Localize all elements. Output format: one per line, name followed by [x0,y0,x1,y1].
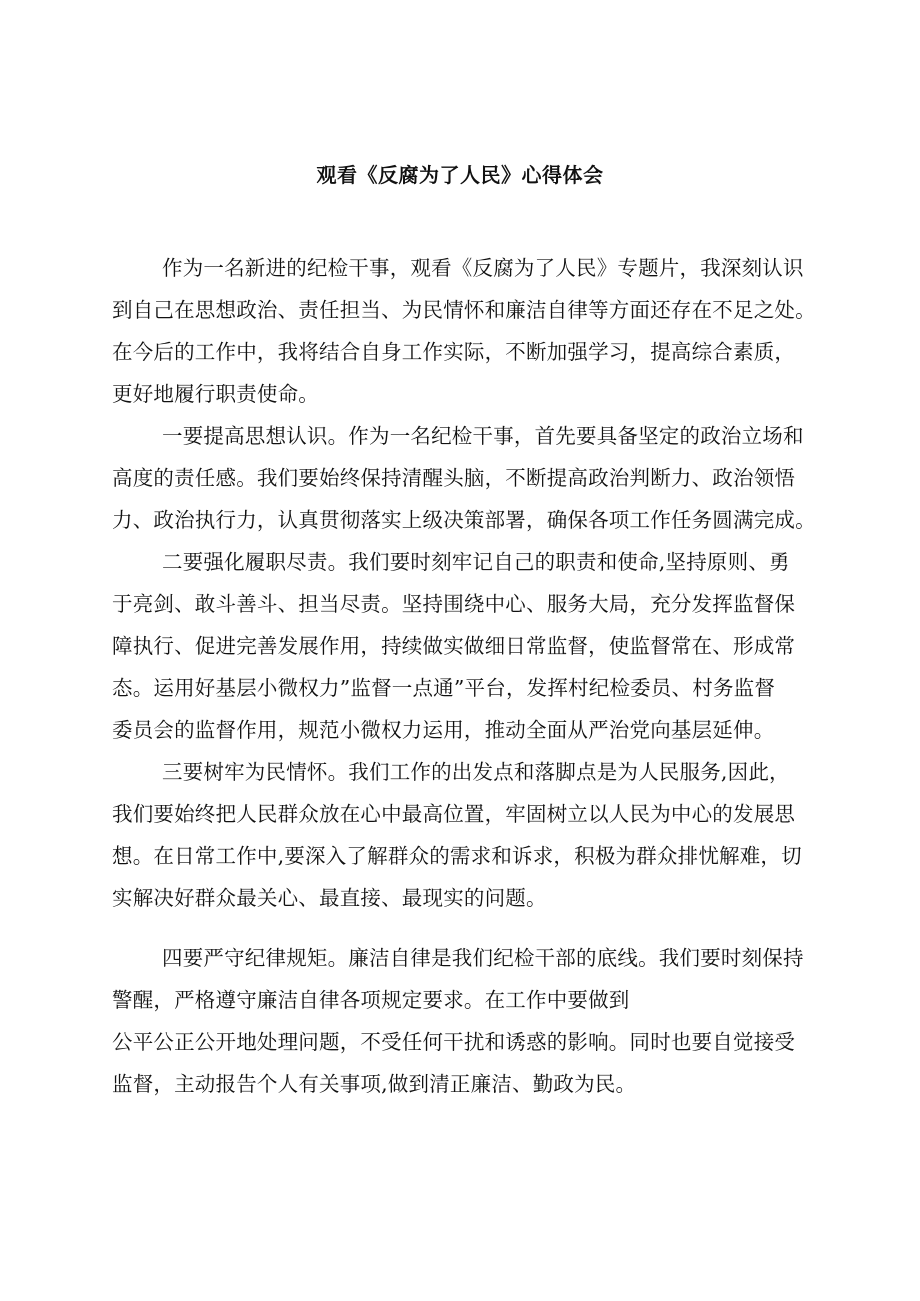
paragraph-line: 监督，主动报告个人有关事项,做到清正廉洁、勤政为民。 [112,1072,637,1096]
paragraph-line: 障执行、促进完善发展作用，持续做实做细日常监督，使监督常在、形成常 [112,634,796,658]
paragraph-line: 三要树牢为民情怀。我们工作的出发点和落脚点是为人民服务,因此， [162,760,790,784]
paragraph-line: 作为一名新进的纪检干事，观看《反腐为了人民》专题片，我深刻认识 [162,256,804,280]
paragraph-line: 想。在日常工作中,要深入了解群众的需求和诉求，积极为群众排忧解难，切 [112,844,802,868]
paragraph-line: 高度的责任感。我们要始终保持清醒头脑，不断提高政治判断力、政治领悟 [112,466,796,490]
paragraph-line: 到自己在思想政治、责任担当、为民情怀和廉洁自律等方面还存在不足之处。 [112,298,816,322]
paragraph-line: 二要强化履职尽责。我们要时刻牢记自己的职责和使命,坚持原则、勇 [162,550,790,574]
paragraph-line: 态。运用好基层小微权力”监督一点通”平台，发挥村纪检委员、村务监督 [112,676,776,700]
paragraph-line: 实解决好群众最关心、最直接、最现实的问题。 [112,886,547,910]
paragraph-line: 四要严守纪律规矩。廉洁自律是我们纪检干部的底线。我们要时刻保持 [162,946,804,970]
paragraph-line: 于亮剑、敢斗善斗、担当尽责。坚持围绕中心、服务大局，充分发挥监督保 [112,592,796,616]
paragraph-line: 一要提高思想认识。作为一名纪检干事，首先要具备坚定的政治立场和 [162,424,804,448]
paragraph-line: 力、政治执行力，认真贯彻落实上级决策部署，确保各项工作任务圆满完成。 [112,508,816,532]
paragraph-line: 更好地履行职责使命。 [112,382,319,406]
paragraph-line: 警醒，严格遵守廉洁自律各项规定要求。在工作中要做到 [112,988,630,1012]
document-title: 观看《反腐为了人民》心得体会 [316,163,604,187]
paragraph-line: 委员会的监督作用，规范小微权力运用，推动全面从严治党向基层延伸。 [112,718,775,742]
paragraph-line: 我们要始终把人民群众放在心中最高位置，牢固树立以人民为中心的发展思 [112,802,796,826]
paragraph-line: 在今后的工作中，我将结合自身工作实际，不断加强学习，提高综合素质， [112,340,796,364]
paragraph-line: 公平公正公开地处理问题，不受任何干扰和诱惑的影响。同时也要自觉接受 [112,1030,796,1054]
